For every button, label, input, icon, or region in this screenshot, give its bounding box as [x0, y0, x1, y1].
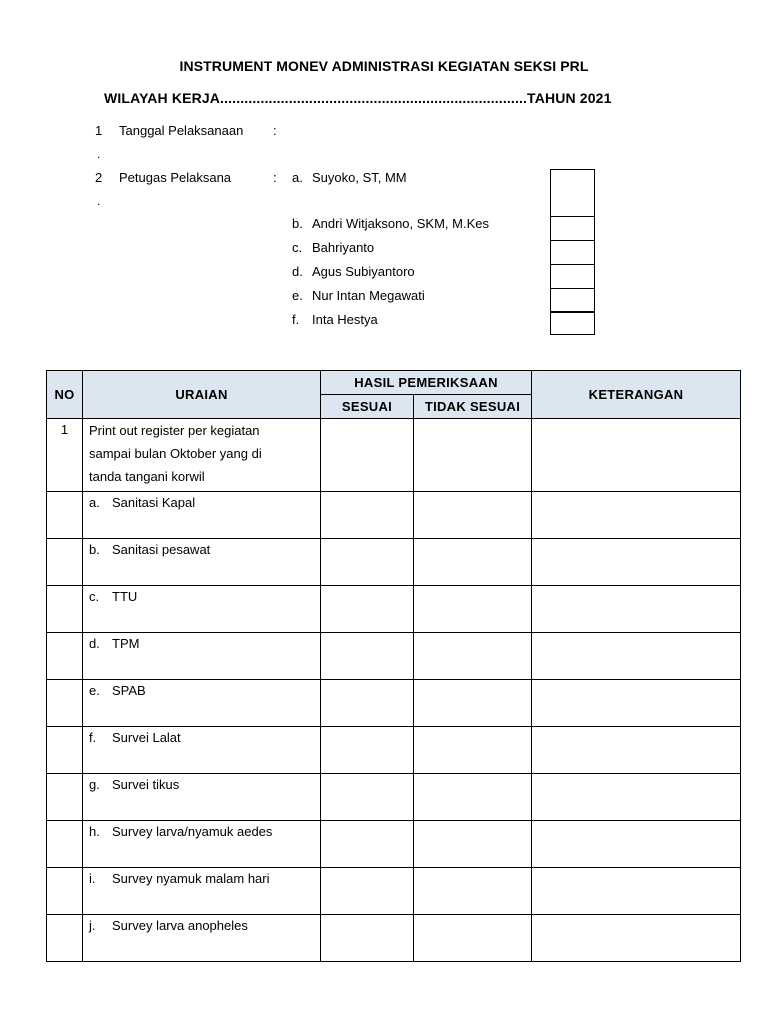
- item-label-date: Tanggal Pelaksanaan: [119, 123, 244, 138]
- colon: :: [273, 123, 277, 138]
- table-row: [47, 727, 741, 774]
- item-text: TPM: [112, 636, 140, 651]
- sesuai-cell[interactable]: [321, 539, 414, 586]
- header-no: NO: [47, 371, 83, 419]
- sesuai-cell[interactable]: [321, 915, 414, 962]
- officer-letter: d.: [292, 264, 303, 279]
- table-row: [47, 586, 741, 633]
- row-number: [47, 492, 83, 539]
- item-letter: g.: [89, 777, 100, 792]
- table-row: [47, 868, 741, 915]
- sesuai-cell[interactable]: [321, 774, 414, 821]
- item-text: Sanitasi pesawat: [112, 542, 211, 557]
- sesuai-cell[interactable]: [321, 821, 414, 868]
- item-text: Survey larva anopheles: [112, 918, 248, 933]
- table-row: [47, 821, 741, 868]
- signature-box[interactable]: [550, 311, 595, 335]
- item-letter: c.: [89, 589, 100, 604]
- document-title: INSTRUMENT MONEV ADMINISTRASI KEGIATAN SEKSI PRL: [179, 58, 589, 74]
- keterangan-cell[interactable]: [532, 419, 741, 492]
- sesuai-cell[interactable]: [321, 633, 414, 680]
- officer-name: Nur Intan Megawati: [312, 288, 425, 303]
- tidak-sesuai-cell[interactable]: [414, 492, 532, 539]
- item-letter: a.: [89, 495, 100, 510]
- officer-letter: f.: [292, 312, 300, 327]
- item-text: Survei Lalat: [112, 730, 181, 745]
- sesuai-cell[interactable]: [321, 492, 414, 539]
- item-text: Sanitasi Kapal: [112, 495, 196, 510]
- item-number: 2: [95, 170, 103, 185]
- item-letter: j.: [89, 918, 96, 933]
- keterangan-cell[interactable]: [532, 633, 741, 680]
- sesuai-cell[interactable]: [321, 586, 414, 633]
- item-letter: e.: [89, 683, 100, 698]
- signature-box[interactable]: [550, 240, 595, 265]
- row-description: [83, 821, 321, 868]
- table-row: [47, 539, 741, 586]
- region-year-line: WILAYAH KERJA............................................................................TAHUN 2021: [104, 90, 612, 106]
- item-letter: i.: [89, 871, 96, 886]
- keterangan-cell[interactable]: [532, 680, 741, 727]
- row-number: [47, 586, 83, 633]
- table-row: [47, 680, 741, 727]
- sesuai-cell[interactable]: [321, 727, 414, 774]
- officer-letter: e.: [292, 288, 303, 303]
- tidak-sesuai-cell[interactable]: [414, 774, 532, 821]
- item-text: Survey larva/nyamuk aedes: [112, 824, 273, 839]
- officer-letter: b.: [292, 216, 303, 231]
- inspection-table: [46, 370, 741, 962]
- header-hasil-pemeriksaan: HASIL PEMERIKSAAN: [321, 371, 532, 395]
- tidak-sesuai-cell[interactable]: [414, 633, 532, 680]
- keterangan-cell[interactable]: [532, 539, 741, 586]
- keterangan-cell[interactable]: [532, 821, 741, 868]
- officer-name: Inta Hestya: [312, 312, 378, 327]
- tidak-sesuai-cell[interactable]: [414, 419, 532, 492]
- item-letter: d.: [89, 636, 100, 651]
- table-row: [47, 633, 741, 680]
- item-letter: b.: [89, 542, 100, 557]
- header-keterangan: KETERANGAN: [532, 371, 741, 419]
- row-description: [83, 419, 321, 492]
- tidak-sesuai-cell[interactable]: [414, 586, 532, 633]
- signature-box[interactable]: [550, 288, 595, 313]
- item-letter: f.: [89, 730, 97, 745]
- item-text: Survei tikus: [112, 777, 180, 792]
- officer-letter: a.: [292, 170, 303, 185]
- row-number: [47, 727, 83, 774]
- tidak-sesuai-cell[interactable]: [414, 727, 532, 774]
- keterangan-cell[interactable]: [532, 586, 741, 633]
- item-text: TTU: [112, 589, 138, 604]
- row-number: [47, 915, 83, 962]
- list-dot: .: [97, 147, 101, 161]
- keterangan-cell[interactable]: [532, 774, 741, 821]
- row-description: [83, 868, 321, 915]
- item-label-officers: Petugas Pelaksana: [119, 170, 232, 185]
- tidak-sesuai-cell[interactable]: [414, 680, 532, 727]
- row-number: [47, 868, 83, 915]
- signature-box[interactable]: [550, 216, 595, 241]
- table-row: [47, 915, 741, 962]
- row-description: [83, 539, 321, 586]
- row-description: [83, 680, 321, 727]
- tidak-sesuai-cell[interactable]: [414, 868, 532, 915]
- row-description: [83, 774, 321, 821]
- row-number: [47, 633, 83, 680]
- row-description: [83, 727, 321, 774]
- table-row: [47, 419, 741, 492]
- table-row: [47, 492, 741, 539]
- row-description: [83, 586, 321, 633]
- officer-name: Andri Witjaksono, SKM, M.Kes: [312, 216, 489, 231]
- row-number: [47, 539, 83, 586]
- row-description: [83, 915, 321, 962]
- officer-name: Suyoko, ST, MM: [312, 170, 407, 185]
- sesuai-cell[interactable]: [321, 868, 414, 915]
- keterangan-cell[interactable]: [532, 492, 741, 539]
- header-sesuai: SESUAI: [321, 395, 414, 419]
- sesuai-cell[interactable]: [321, 419, 414, 492]
- table-row: [47, 774, 741, 821]
- signature-box[interactable]: [550, 169, 595, 217]
- row-description: [83, 633, 321, 680]
- signature-box[interactable]: [550, 264, 595, 289]
- description-line: sampai bulan Oktober yang di: [89, 446, 262, 461]
- officer-letter: c.: [292, 240, 303, 255]
- keterangan-cell[interactable]: [532, 727, 741, 774]
- colon: :: [273, 170, 277, 185]
- header-uraian: URAIAN: [83, 371, 321, 419]
- row-number: [47, 774, 83, 821]
- officer-name: Agus Subiyantoro: [312, 264, 415, 279]
- row-number: 1: [47, 419, 83, 492]
- item-text: Survey nyamuk malam hari: [112, 871, 270, 886]
- tidak-sesuai-cell[interactable]: [414, 821, 532, 868]
- list-dot: .: [97, 194, 101, 208]
- tidak-sesuai-cell[interactable]: [414, 539, 532, 586]
- item-letter: h.: [89, 824, 100, 839]
- item-text: SPAB: [112, 683, 146, 698]
- keterangan-cell[interactable]: [532, 915, 741, 962]
- row-description: [83, 492, 321, 539]
- description-line: Print out register per kegiatan: [89, 423, 260, 438]
- description-line: tanda tangani korwil: [89, 469, 205, 484]
- tidak-sesuai-cell[interactable]: [414, 915, 532, 962]
- keterangan-cell[interactable]: [532, 868, 741, 915]
- row-number: [47, 680, 83, 727]
- row-number: [47, 821, 83, 868]
- item-number: 1: [95, 123, 103, 138]
- header-tidak-sesuai: TIDAK SESUAI: [414, 395, 532, 419]
- officer-name: Bahriyanto: [312, 240, 375, 255]
- sesuai-cell[interactable]: [321, 680, 414, 727]
